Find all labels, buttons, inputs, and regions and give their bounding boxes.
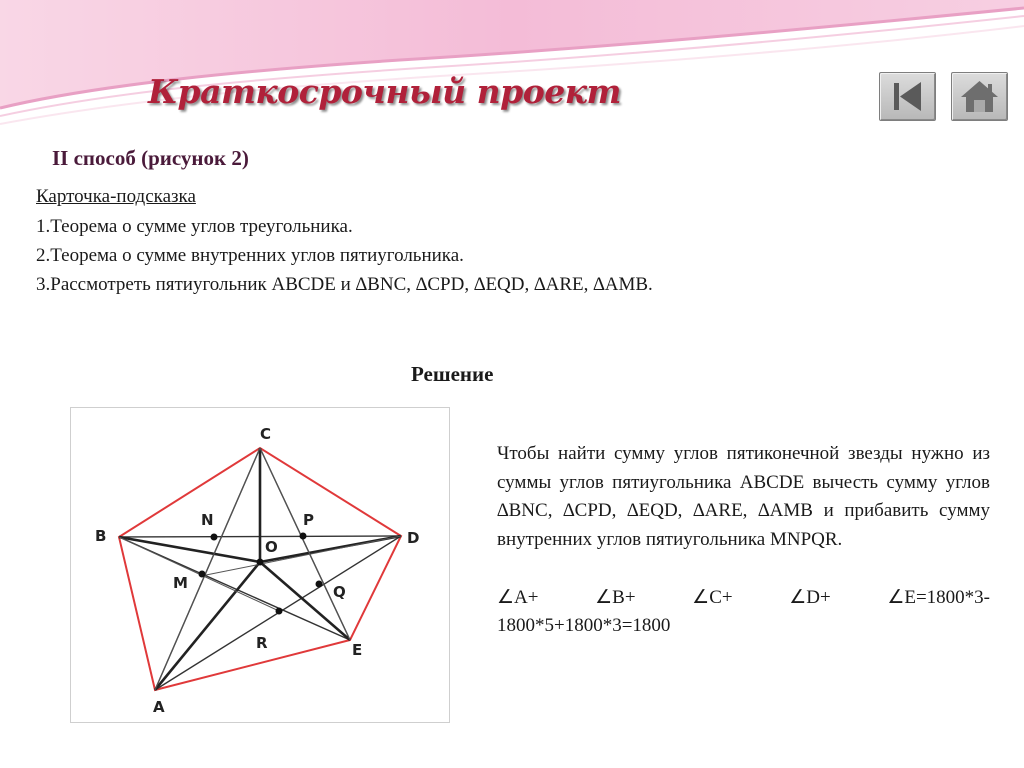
method-subtitle: II способ (рисунок 2)	[52, 146, 249, 170]
label-b: B	[95, 527, 107, 545]
label-d: D	[407, 529, 420, 547]
label-m: M	[173, 574, 188, 592]
home-button[interactable]	[951, 72, 1008, 121]
page-title: Краткосрочный проект	[148, 72, 621, 111]
label-c: C	[260, 425, 272, 443]
label-p: P	[303, 511, 314, 529]
hint-item: 2.Теорема о сумме внутренних углов пятиугольника.	[36, 245, 464, 266]
home-icon	[952, 73, 1007, 120]
formula-result: 1800*5+1800*3=1800	[497, 615, 671, 636]
hint-item: 3.Рассмотреть пятиугольник ABCDE и ∆BNC, ∆CPD, ∆EQD, ∆ARE, ∆AMB.	[36, 274, 653, 295]
label-a: A	[153, 698, 165, 716]
formula-term: ∠E=1800*3-	[887, 587, 990, 608]
angle-sum-formula	[497, 586, 990, 609]
solution-heading: Решение	[411, 362, 494, 386]
label-e: E	[352, 641, 363, 659]
formula-term: ∠D+	[789, 587, 831, 608]
back-button[interactable]	[879, 72, 936, 121]
star-pentagon-figure	[70, 407, 450, 723]
formula-term: ∠B+	[595, 587, 636, 608]
skip-back-icon	[880, 73, 935, 120]
label-r: R	[256, 634, 268, 652]
label-q: Q	[333, 583, 346, 601]
hint-item: 1.Теорема о сумме углов треугольника.	[36, 216, 353, 237]
hint-card-title: Карточка-подсказка	[36, 186, 196, 207]
formula-term: ∠C+	[692, 587, 733, 608]
solution-text: Чтобы найти сумму углов пятиконечной звезды нужно из суммы углов пятиугольника ABCDE вычесть сумму углов ∆BNC, ∆CPD, ∆EQD, ∆ARE, ∆AMB и прибавить сумму внутренних углов пятиугольника MNPQR.	[497, 443, 990, 551]
formula-term: ∠A+	[497, 587, 539, 608]
label-o: O	[265, 538, 278, 556]
label-n: N	[201, 511, 214, 529]
